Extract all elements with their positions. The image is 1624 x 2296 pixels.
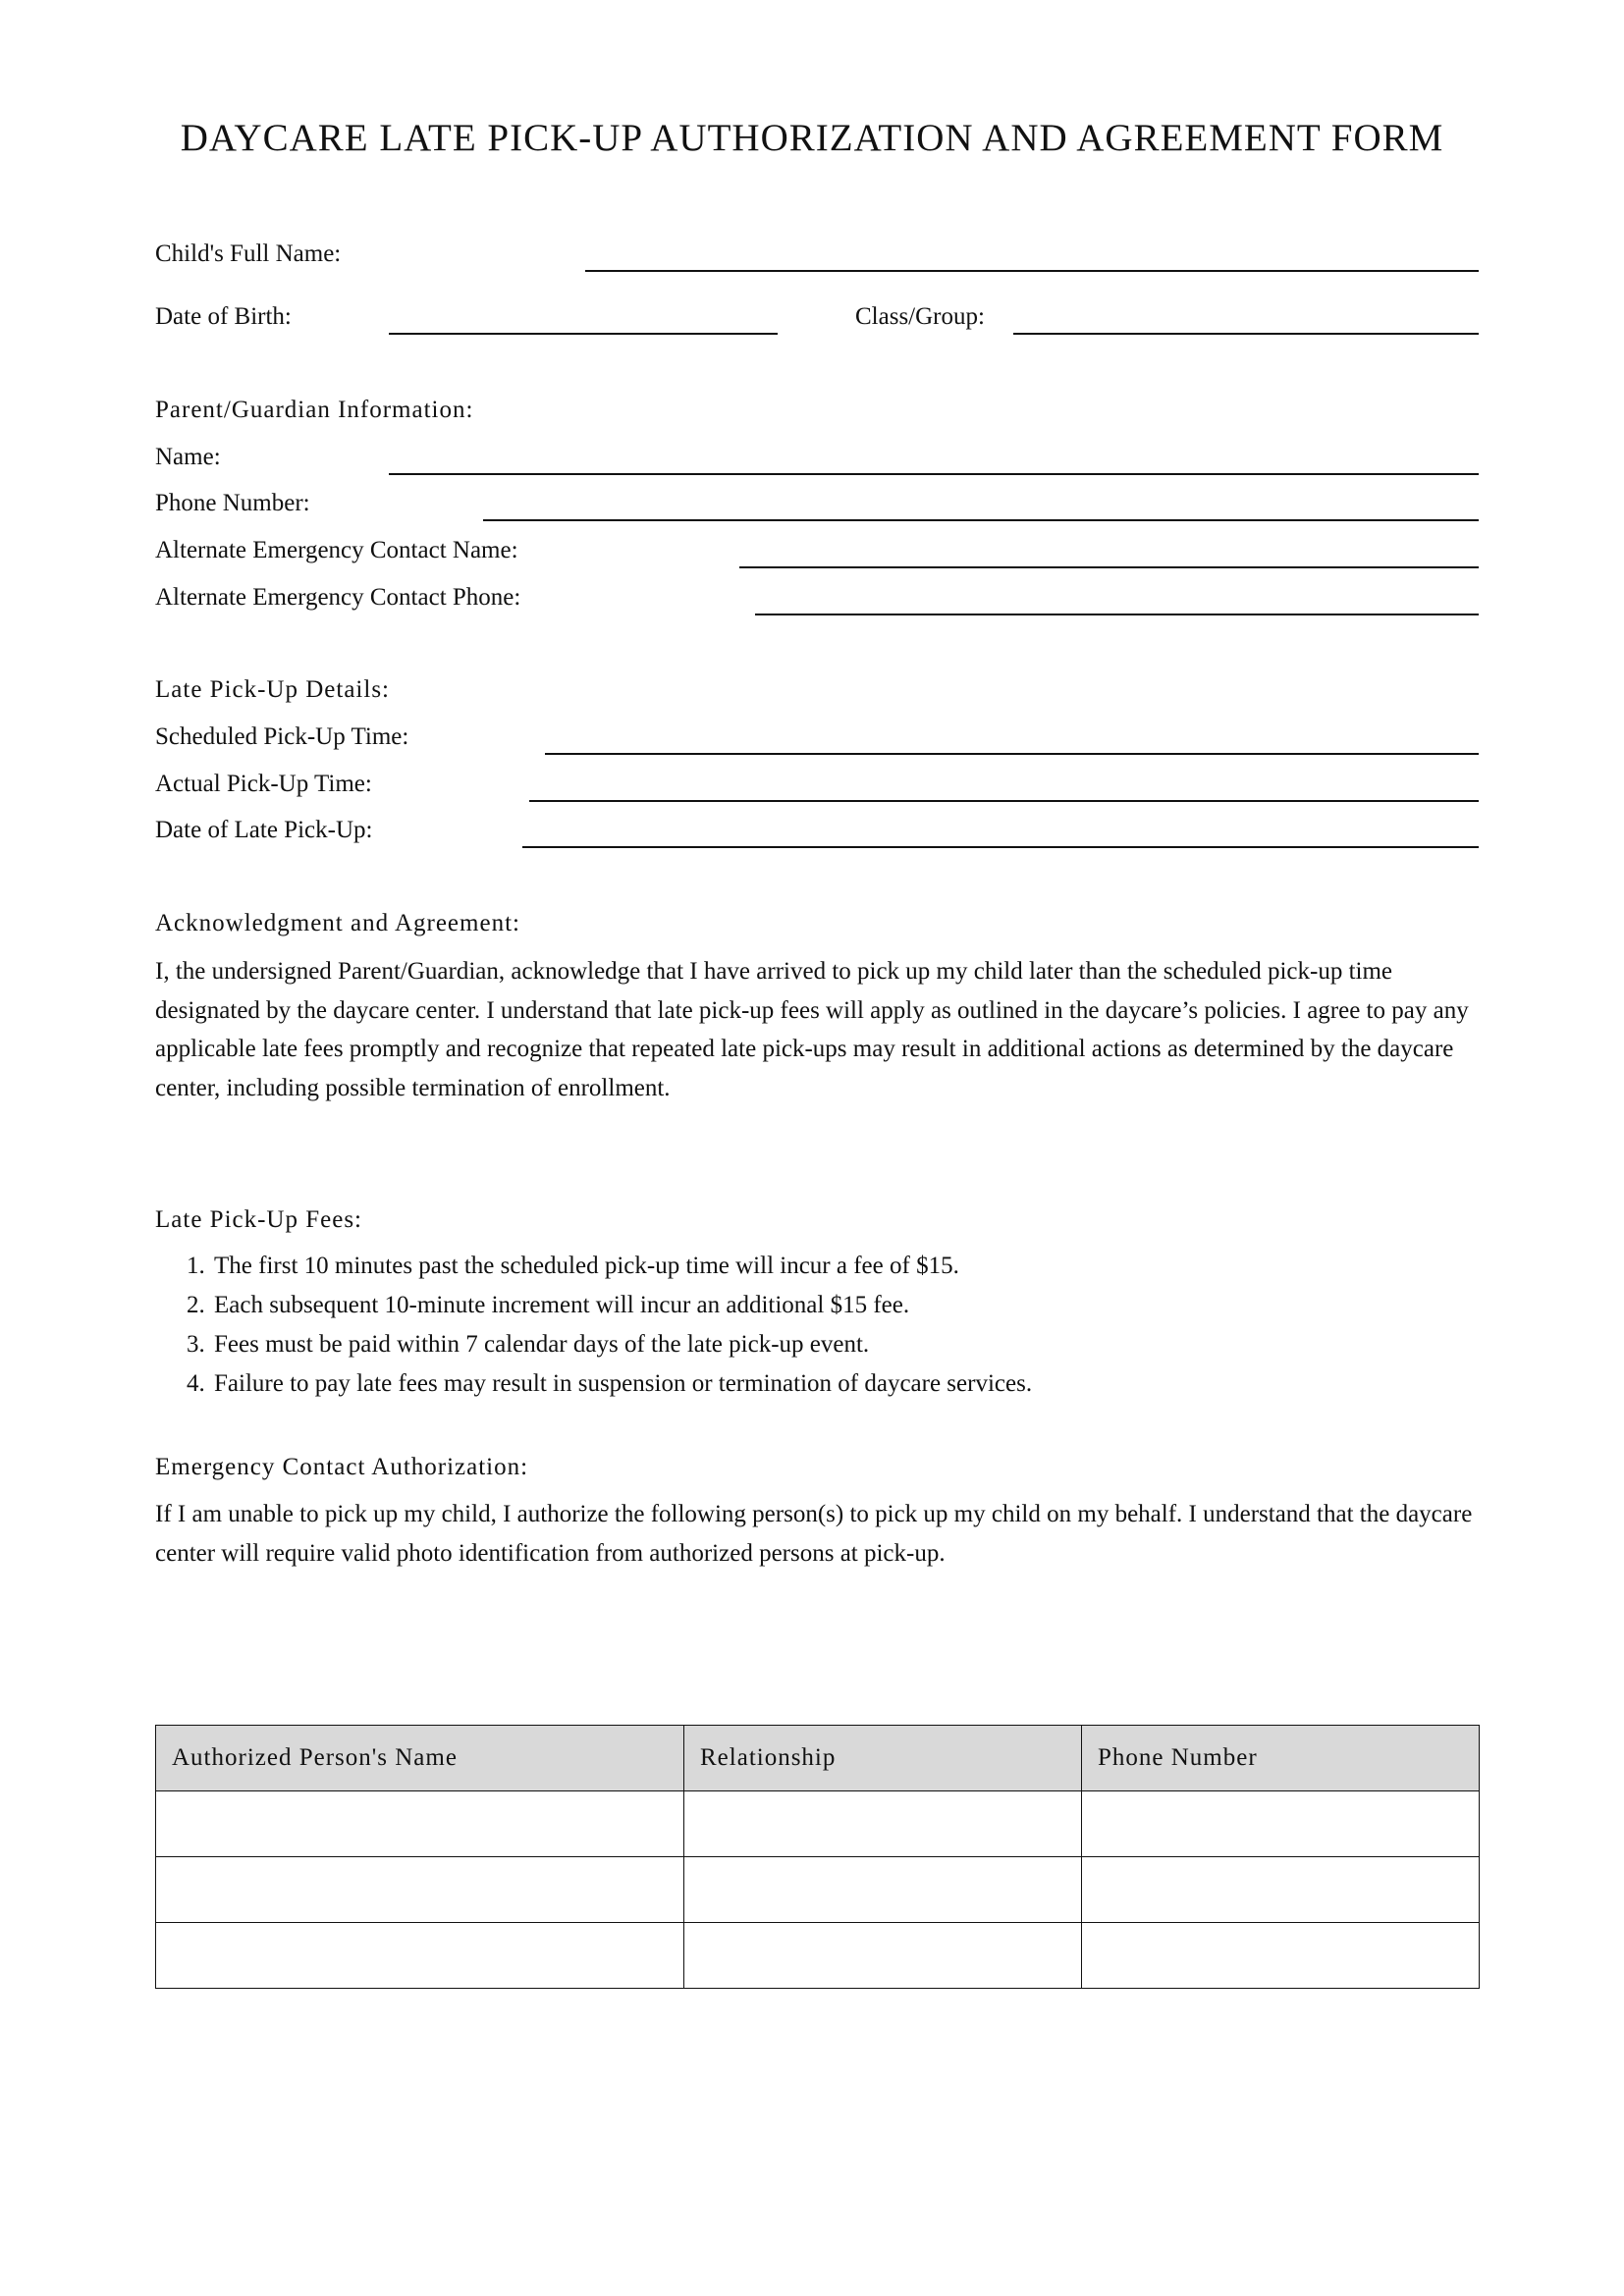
authorized-name-cell[interactable] <box>156 1923 684 1989</box>
late-date-field[interactable] <box>522 846 1479 848</box>
alt-contact-phone-field[interactable] <box>755 614 1479 615</box>
fee-item-number: 2. <box>187 1292 205 1318</box>
class-group-label: Class/Group: <box>855 303 985 330</box>
parent-name-label: Name: <box>155 444 221 470</box>
fee-item-number: 4. <box>187 1370 205 1397</box>
child-full-name-label: Child's Full Name: <box>155 240 342 267</box>
alt-contact-phone-label: Alternate Emergency Contact Phone: <box>155 584 521 611</box>
phone-number-cell[interactable] <box>1082 1923 1480 1989</box>
fee-item <box>187 1364 1463 1404</box>
column-header-phone: Phone Number <box>1082 1726 1480 1791</box>
date-of-birth-field[interactable] <box>389 333 778 335</box>
alt-contact-name-label: Alternate Emergency Contact Name: <box>155 537 518 563</box>
alt-contact-name-field[interactable] <box>739 566 1479 568</box>
fees-heading: Late Pick-Up Fees: <box>155 1206 363 1233</box>
fee-item <box>187 1286 1463 1325</box>
column-header-relationship: Relationship <box>684 1726 1082 1791</box>
table-row <box>156 1791 1480 1857</box>
phone-number-cell[interactable] <box>1082 1857 1480 1923</box>
class-group-field[interactable] <box>1013 333 1479 335</box>
parent-phone-field[interactable] <box>483 519 1479 521</box>
fee-item-text: Each subsequent 10-minute increment will incur an additional $15 fee. <box>214 1292 910 1318</box>
parent-phone-label: Phone Number: <box>155 490 310 516</box>
late-date-label: Date of Late Pick-Up: <box>155 817 373 843</box>
late-pickup-heading: Late Pick-Up Details: <box>155 676 390 703</box>
authorized-name-cell[interactable] <box>156 1857 684 1923</box>
parent-info-heading: Parent/Guardian Information: <box>155 397 474 423</box>
fee-item-number: 1. <box>187 1253 205 1279</box>
table-row <box>156 1923 1480 1989</box>
form-title: DAYCARE LATE PICK-UP AUTHORIZATION AND AGREEMENT FORM <box>180 117 1444 159</box>
relationship-cell[interactable] <box>684 1791 1082 1857</box>
fee-item <box>187 1325 1463 1364</box>
fee-item-text: Fees must be paid within 7 calendar days of the late pick-up event. <box>214 1331 870 1358</box>
column-header-name: Authorized Person's Name <box>156 1726 684 1791</box>
authorized-name-cell[interactable] <box>156 1791 684 1857</box>
emergency-heading: Emergency Contact Authorization: <box>155 1454 529 1480</box>
relationship-cell[interactable] <box>684 1923 1082 1989</box>
authorized-persons-table <box>155 1725 1480 1989</box>
fee-item-text: Failure to pay late fees may result in suspension or termination of daycare services. <box>214 1370 1033 1397</box>
table-header-row <box>156 1726 1480 1791</box>
acknowledgment-text: I, the undersigned Parent/Guardian, acknowledge that I have arrived to pick up my child later than the scheduled pick-up time designated by the daycare center. I understand that late pick-up fees will apply as outlined in the daycare’s policies. I agree to pay any applicable late fees promptly and recognize that repeated late pick-ups may result in additional actions as determined by the daycare center, including possible termination of enrollment. <box>155 958 1469 1101</box>
actual-time-field[interactable] <box>529 800 1479 802</box>
date-of-birth-label: Date of Birth: <box>155 303 292 330</box>
actual-time-label: Actual Pick-Up Time: <box>155 771 372 797</box>
table-row <box>156 1857 1480 1923</box>
fee-item-number: 3. <box>187 1331 205 1358</box>
fees-list <box>187 1247 1463 1404</box>
child-full-name-field[interactable] <box>585 270 1479 272</box>
scheduled-time-field[interactable] <box>545 753 1479 755</box>
emergency-text: If I am unable to pick up my child, I authorize the following person(s) to pick up my child on my behalf. I understand that the daycare center will require valid photo identification from authorized persons at pick-up. <box>155 1501 1473 1567</box>
fee-item-text: The first 10 minutes past the scheduled pick-up time will incur a fee of $15. <box>214 1253 959 1279</box>
scheduled-time-label: Scheduled Pick-Up Time: <box>155 723 409 750</box>
phone-number-cell[interactable] <box>1082 1791 1480 1857</box>
fee-item <box>187 1247 1463 1286</box>
parent-name-field[interactable] <box>389 473 1479 475</box>
acknowledgment-heading: Acknowledgment and Agreement: <box>155 910 520 936</box>
relationship-cell[interactable] <box>684 1857 1082 1923</box>
